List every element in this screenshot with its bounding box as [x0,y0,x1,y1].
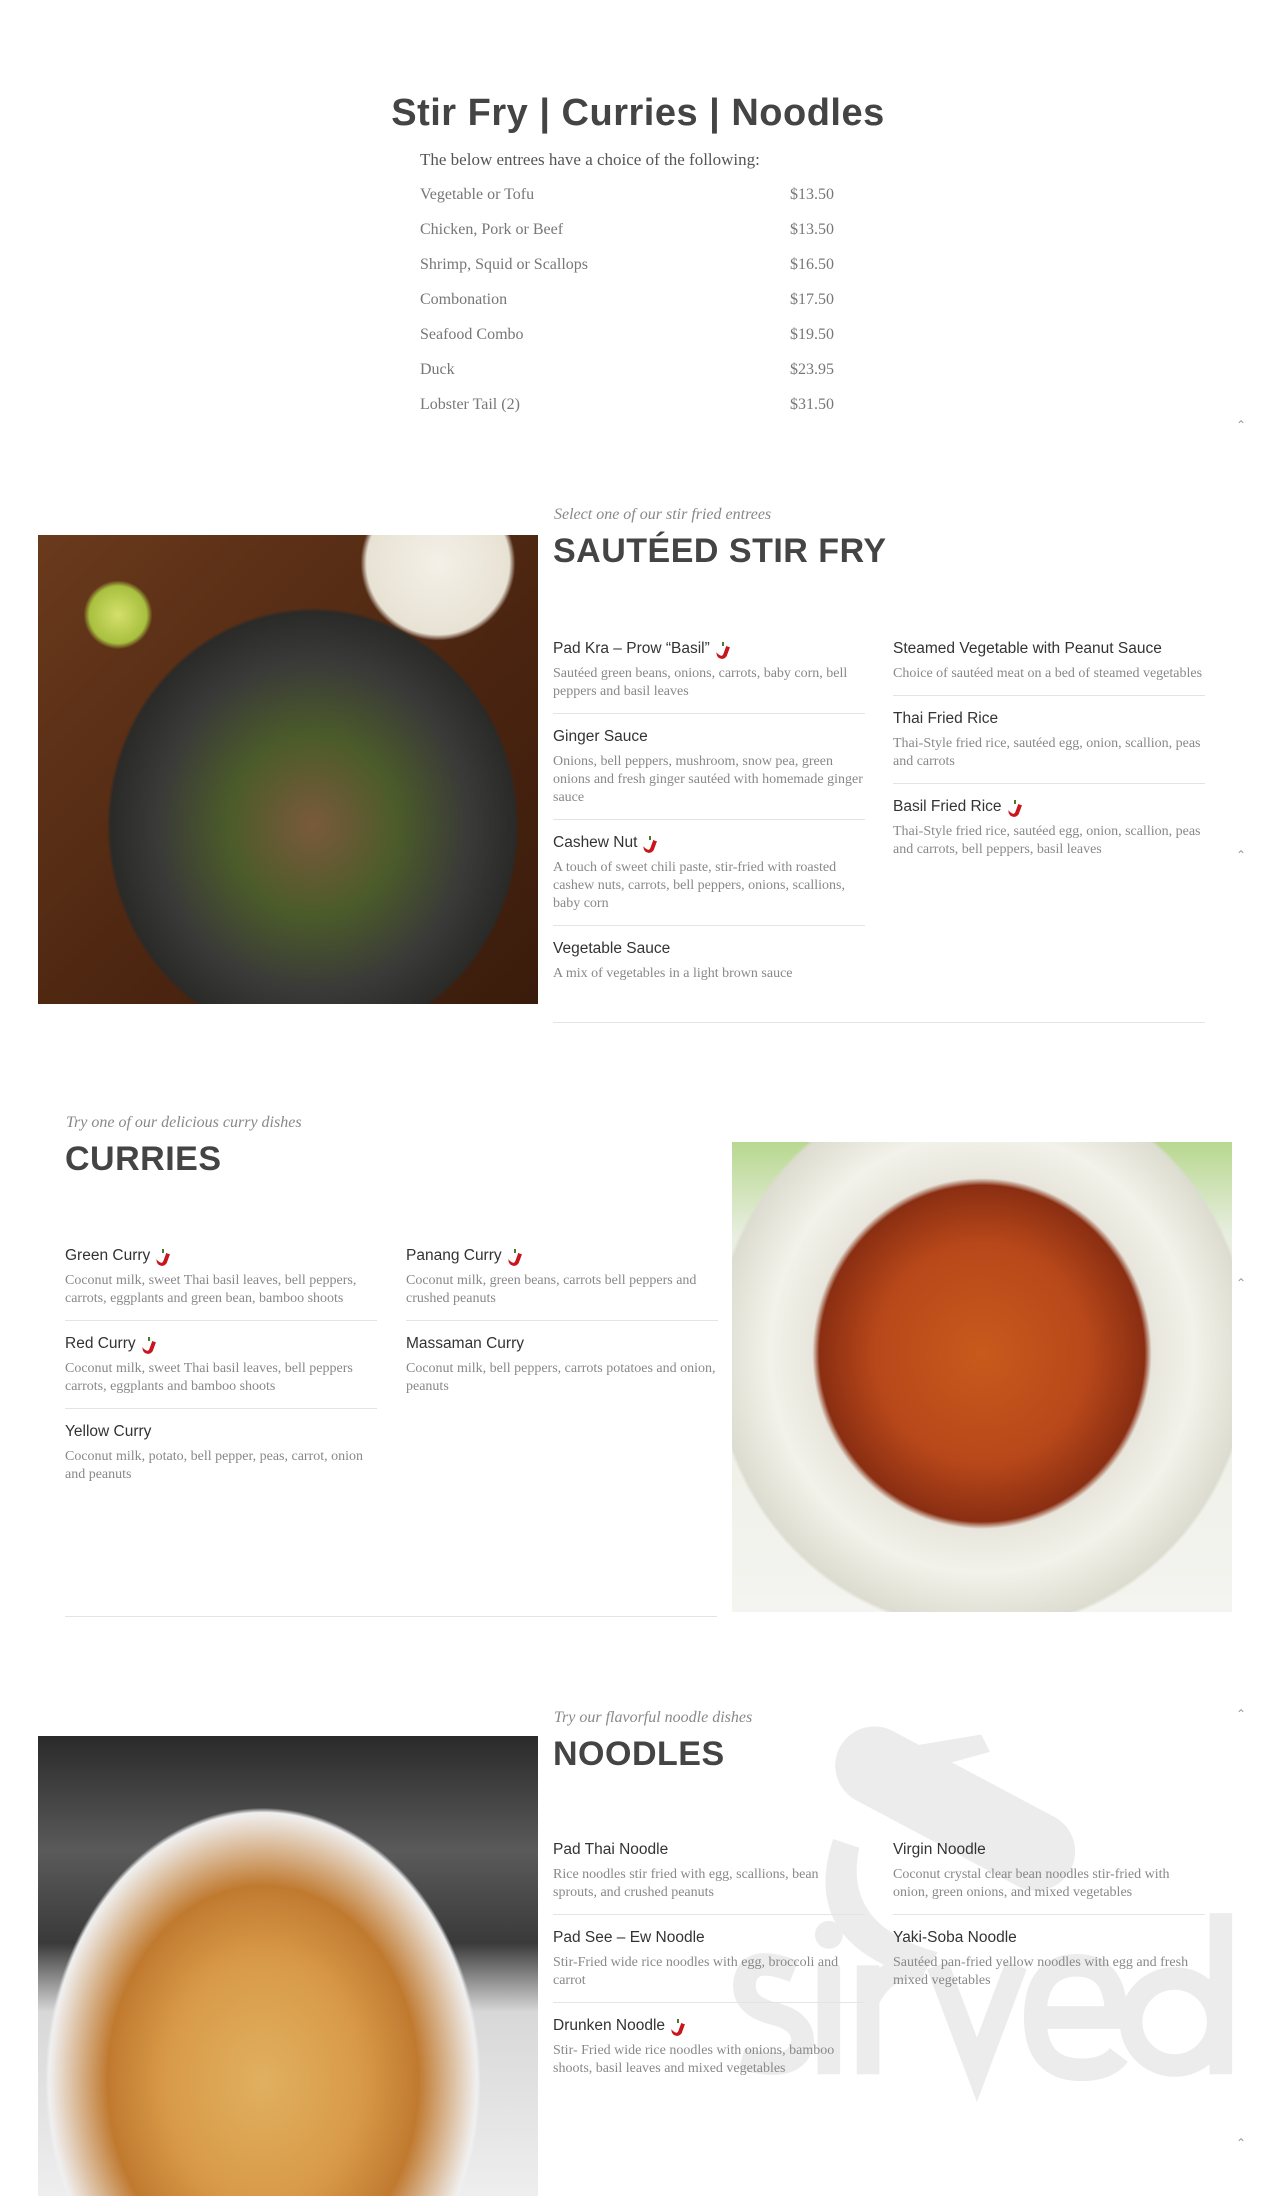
menu-item-description: Thai-Style fried rice, sautéed egg, onion, scallion, peas and carrots, bell peppers, basil leaves [893,824,1201,857]
menu-item-name: Pad See – Ew Noodle [553,1929,705,1946]
menu-item-name: Vegetable Sauce [553,940,671,957]
menu-item-name: Green Curry [65,1247,151,1264]
page-title: Stir Fry | Curries | Noodles [391,92,885,134]
menu-item-name: Pad Kra – Prow “Basil” [553,640,710,657]
curries-right-column [406,1247,718,1422]
chili-pepper-icon [1008,800,1018,814]
section-divider [65,1616,717,1617]
price-option-name: Shrimp, Squid or Scallops [420,256,589,273]
price-option-name: Combonation [420,291,508,308]
curries-subtitle: Try one of our delicious curry dishes [66,1114,302,1131]
menu-item-name: Ginger Sauce [553,728,648,745]
menu-item-description: Stir- Fried wide rice noodles with onions, bamboo shoots, basil leaves and mixed vegetables [553,2043,835,2076]
menu-item [553,728,865,820]
menu-item-description: Thai-Style fried rice, sautéed egg, onion, scallion, peas and carrots [893,736,1201,769]
menu-item-description: Coconut milk, sweet Thai basil leaves, bell peppers carrots, eggplants and bamboo shoots [65,1361,353,1394]
price-option-name: Seafood Combo [420,326,524,343]
noodles-right-column [893,1841,1205,2016]
noodles-left-column [553,1841,865,2104]
price-row [420,186,850,204]
menu-item-name: Basil Fried Rice [893,798,1002,815]
back-to-top-icon[interactable]: ⌃ [1236,2136,1247,2150]
menu-item-description: Sautéed green beans, onions, carrots, baby corn, bell peppers and basil leaves [553,666,848,699]
menu-item-description: Sautéed pan-fried yellow noodles with egg and fresh mixed vegetables [893,1955,1189,1988]
menu-item [553,940,865,995]
menu-item-name: Steamed Vegetable with Peanut Sauce [893,640,1162,657]
curries-heading: CURRIES [65,1140,222,1178]
price-row [420,396,850,414]
menu-item-description: Stir-Fried wide rice noodles with egg, broccoli and carrot [553,1955,839,1988]
menu-item-description: A mix of vegetables in a light brown sauce [553,966,793,981]
curries-left-column [65,1247,377,1510]
price-value: $19.50 [790,326,834,343]
menu-item-description: Choice of sautéed meat on a bed of steamed vegetables [893,666,1203,681]
menu-item-name: Yellow Curry [65,1423,152,1440]
menu-item [406,1247,718,1321]
menu-item [893,640,1205,696]
back-to-top-icon[interactable]: ⌃ [1236,418,1247,432]
price-option-name: Duck [420,361,455,378]
menu-item-description: Coconut milk, green beans, carrots bell peppers and crushed peanuts [406,1273,697,1306]
menu-item [893,1841,1205,1915]
menu-item [893,710,1205,784]
menu-item-description: Onions, bell peppers, mushroom, snow pea, green onions and fresh ginger sautéed with homemade ginger sauce [553,754,863,805]
price-value: $31.50 [790,396,834,413]
menu-item-description: Coconut milk, bell peppers, carrots potatoes and onion, peanuts [406,1361,716,1394]
noodles-heading: NOODLES [553,1735,725,1773]
menu-item [553,2017,865,2090]
menu-item [553,834,865,926]
menu-item-description: Rice noodles stir fried with egg, scallions, bean sprouts, and crushed peanuts [553,1867,819,1900]
chili-pepper-icon [716,642,726,656]
intro-text: The below entrees have a choice of the following: [420,150,760,169]
menu-item-name: Drunken Noodle [553,2017,666,2034]
price-value: $23.95 [790,361,834,378]
chili-pepper-icon [156,1249,166,1263]
menu-item-description: Coconut crystal clear bean noodles stir-fried with onion, green onions, and mixed vegetables [893,1867,1170,1900]
price-value: $17.50 [790,291,834,308]
price-row [420,361,850,379]
menu-item [65,1247,377,1321]
menu-item-name: Virgin Noodle [893,1841,986,1858]
menu-item-name: Panang Curry [406,1247,502,1264]
menu-item-name: Yaki-Soba Noodle [893,1929,1017,1946]
menu-item-description: Coconut milk, potato, bell pepper, peas, carrot, onion and peanuts [65,1449,364,1482]
price-row [420,221,850,239]
menu-item-name: Massaman Curry [406,1335,524,1352]
back-to-top-icon[interactable]: ⌃ [1236,848,1247,862]
menu-item [65,1335,377,1409]
noodles-photo [38,1736,538,2196]
menu-item-name: Red Curry [65,1335,136,1352]
chili-pepper-icon [142,1337,152,1351]
section-divider [553,1022,1205,1023]
stir-fry-subtitle: Select one of our stir fried entrees [554,506,772,523]
menu-item [65,1423,377,1496]
chili-pepper-icon [643,836,653,850]
noodles-subtitle: Try our flavorful noodle dishes [554,1709,753,1726]
stir-fry-right-column [893,640,1205,885]
stir-fry-left-column [553,640,865,1009]
price-option-name: Lobster Tail (2) [420,396,520,413]
price-row [420,256,850,274]
menu-item-description: A touch of sweet chili paste, stir-fried with roasted cashew nuts, carrots, bell peppers, onions, scallions, baby corn [553,860,845,911]
chili-pepper-icon [508,1249,518,1263]
price-value: $13.50 [790,221,834,238]
menu-item-name: Cashew Nut [553,834,638,851]
price-value: $16.50 [790,256,834,273]
back-to-top-icon[interactable]: ⌃ [1236,1276,1247,1290]
menu-item [406,1335,718,1408]
menu-item [893,798,1205,871]
price-row [420,326,850,344]
price-option-name: Vegetable or Tofu [420,186,535,203]
curry-photo [732,1142,1232,1612]
price-option-name: Chicken, Pork or Beef [420,221,564,238]
menu-item [893,1929,1205,2002]
menu-item-name: Thai Fried Rice [893,710,999,727]
menu-item [553,1841,865,1915]
price-value: $13.50 [790,186,834,203]
back-to-top-icon[interactable]: ⌃ [1236,1707,1247,1721]
price-row [420,291,850,309]
stir-fry-heading: SAUTÉED STIR FRY [553,532,887,570]
menu-item-name: Pad Thai Noodle [553,1841,669,1858]
menu-item [553,1929,865,2003]
stir-fry-photo [38,535,538,1004]
menu-item [553,640,865,714]
chili-pepper-icon [671,2019,681,2033]
menu-item-description: Coconut milk, sweet Thai basil leaves, bell peppers, carrots, eggplants and green bean, bamboo shoots [65,1273,357,1306]
